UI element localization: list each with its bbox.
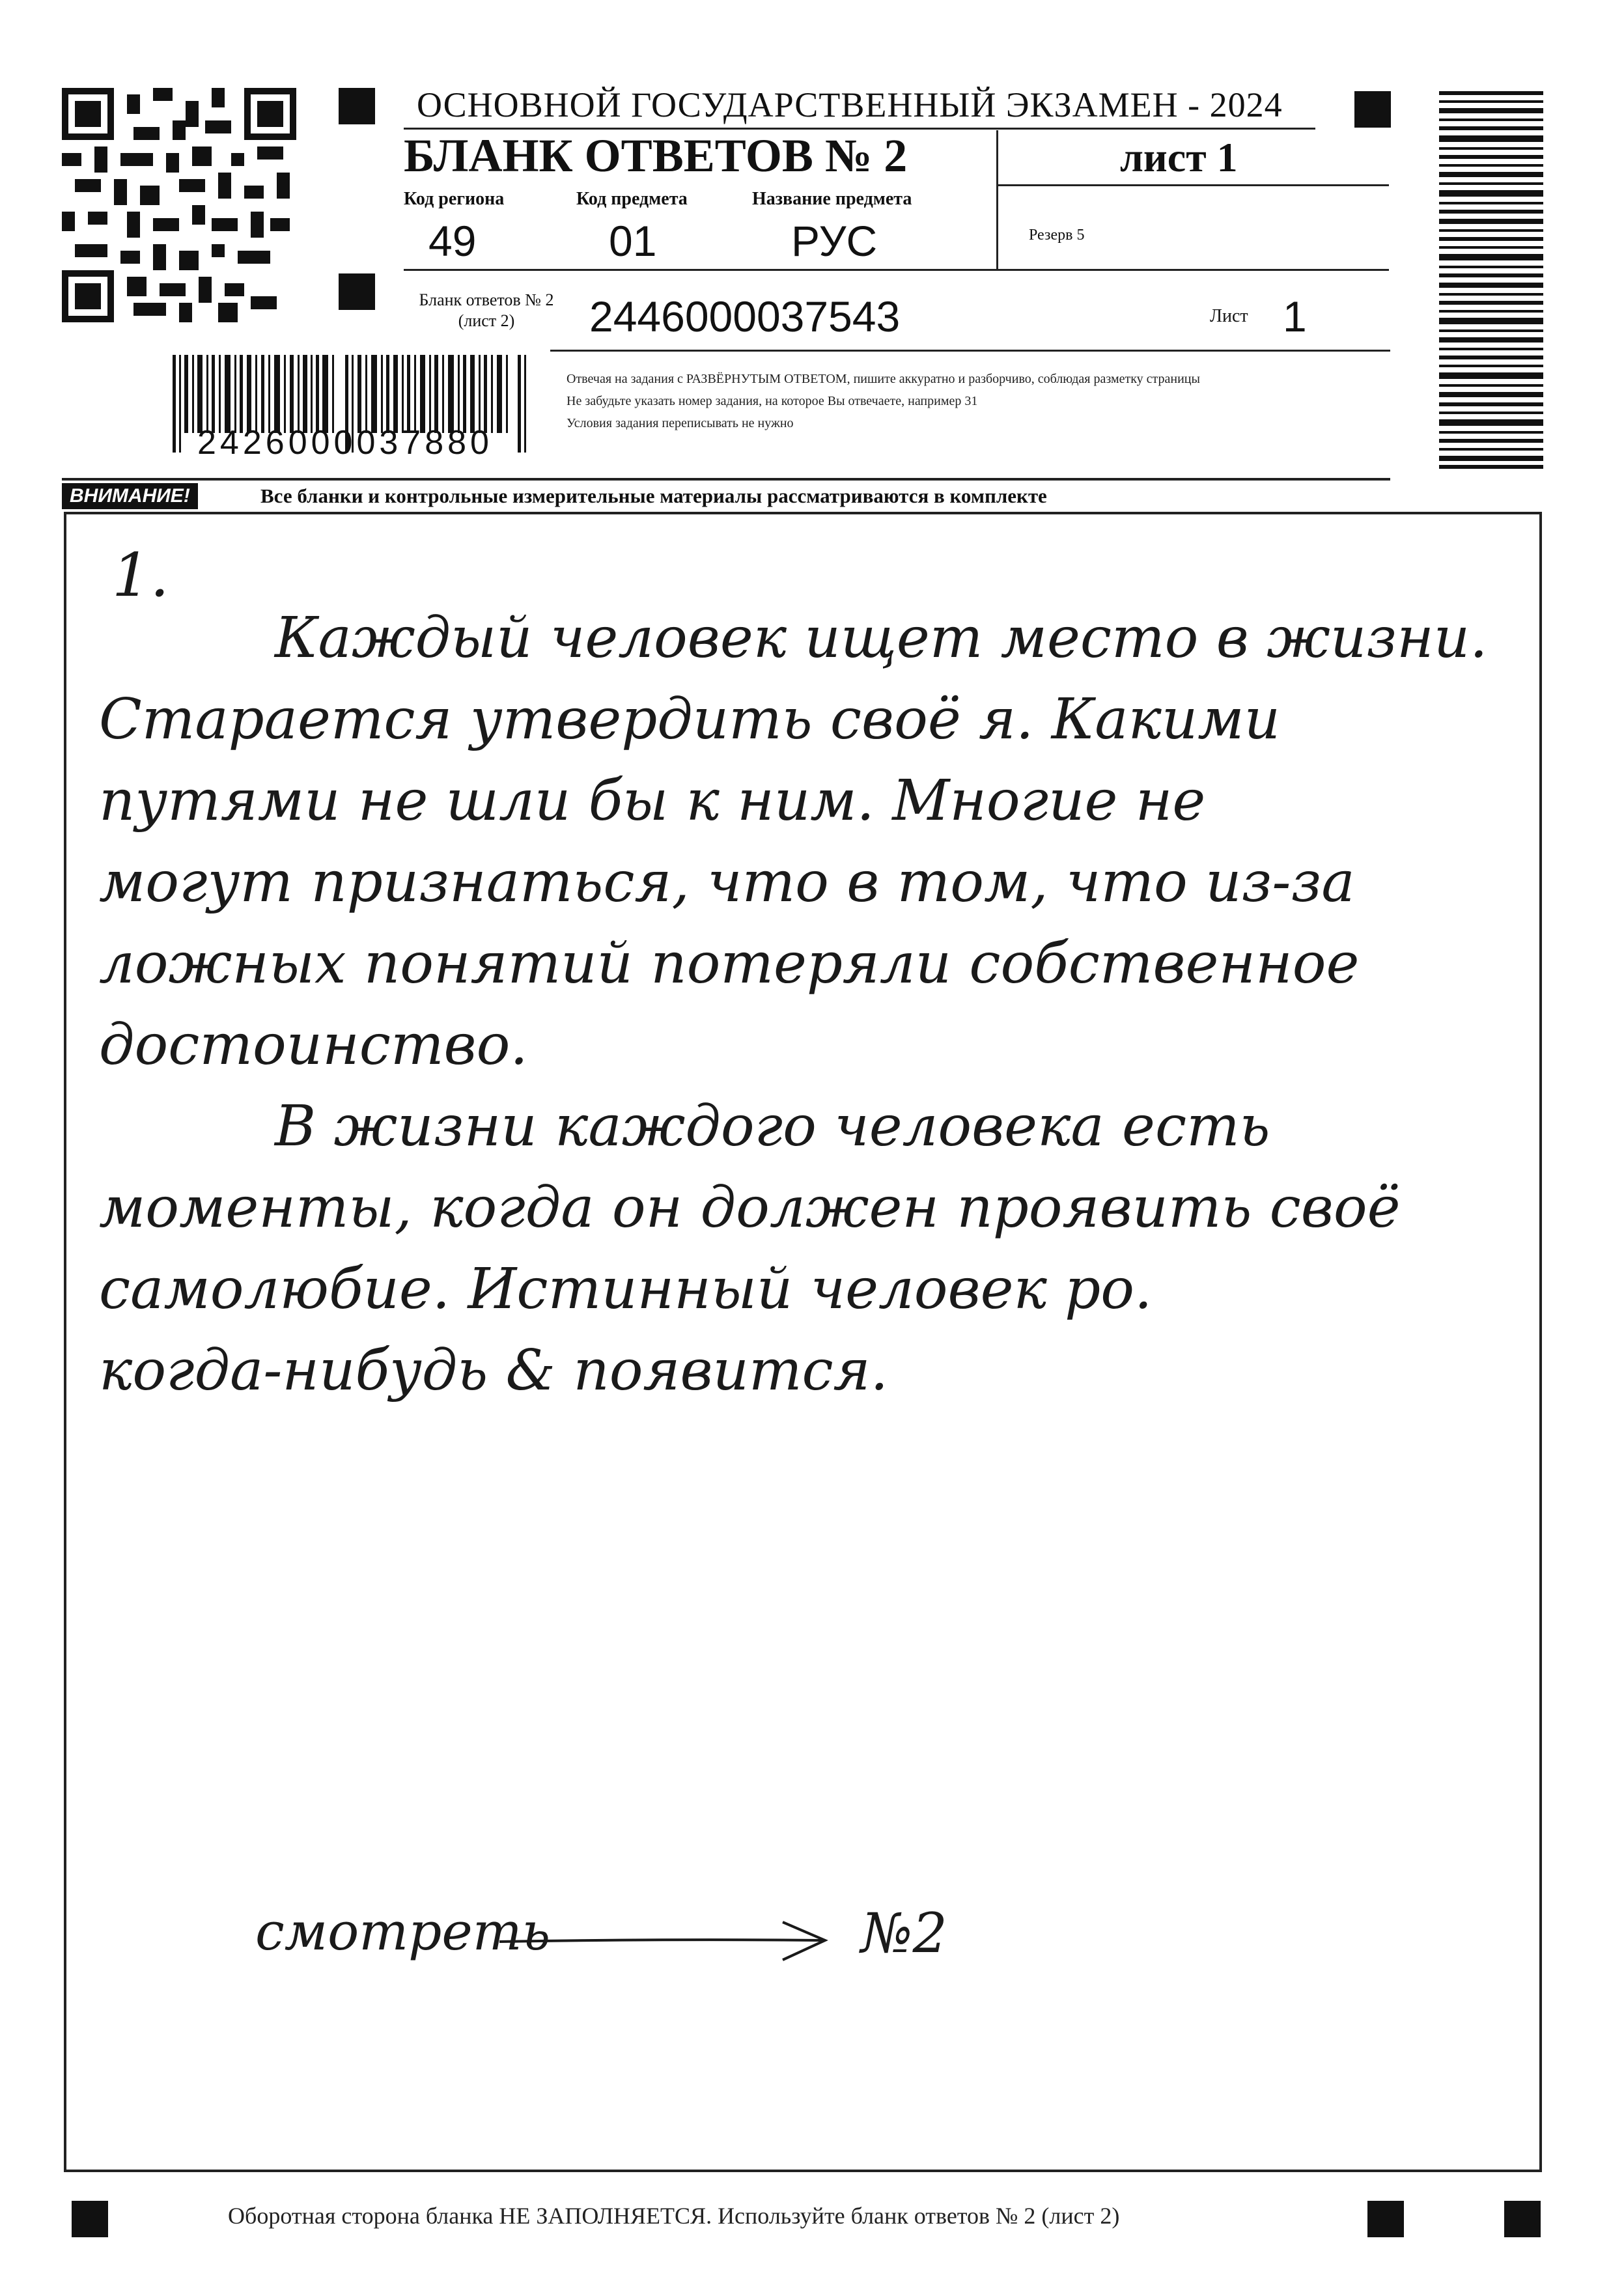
continuation-target: №2 — [861, 1901, 947, 1965]
answer-line: когда-нибудь & появится. — [99, 1338, 888, 1403]
exam-title: ОСНОВНОЙ ГОСУДАРСТВЕННЫЙ ЭКЗАМЕН - 2024 — [417, 85, 1283, 124]
sheet2-label — [399, 290, 574, 331]
answer-line: могут признаться, что в том, что из-за — [99, 850, 1355, 915]
qr-code — [62, 88, 296, 322]
registration-marker — [1504, 2201, 1541, 2237]
registration-marker — [1354, 91, 1391, 128]
sheet2-number: 2446000037543 — [589, 292, 901, 341]
answer-line: моменты, когда он должен проявить своё — [99, 1175, 1401, 1240]
task-number: 1. — [112, 540, 169, 610]
side-barcode — [1439, 91, 1543, 469]
list-value: 1 — [1283, 292, 1307, 341]
continuation-word: смотреть — [255, 1901, 551, 1962]
instruction-line: Условия задания переписывать не нужно — [567, 416, 794, 430]
subject-code-label: Код предмета — [576, 189, 688, 209]
region-code-label: Код региона — [404, 189, 505, 209]
attention-text: Все бланки и контрольные измерительные материалы рассматриваются в комплекте — [260, 484, 1047, 507]
registration-marker — [1367, 2201, 1404, 2237]
subject-name-value: РУС — [791, 217, 878, 265]
arrow-icon — [496, 1914, 835, 1966]
instruction-line: Не забудьте указать номер задания, на которое Вы отвечаете, например 31 — [567, 394, 978, 408]
answer-line: Каждый человек ищет место в жизни. — [275, 606, 1488, 671]
subject-name-label: Название предмета — [752, 189, 912, 209]
reserve-label: Резерв 5 — [1029, 227, 1085, 244]
answer-line: самолюбие. Истинный человек ро. — [99, 1257, 1153, 1322]
sheet2-label-line1: Бланк ответов № 2 — [419, 290, 554, 309]
instruction-line: Отвечая на задания с РАЗВЁРНУТЫМ ОТВЕТОМ, пишите аккуратно и разборчиво, соблюдая разметку страницы — [567, 372, 1200, 386]
answer-line: путями не шли бы к ним. Многие не — [99, 768, 1206, 833]
sheet-label: лист 1 — [1120, 134, 1238, 180]
list-label: Лист — [1210, 306, 1248, 326]
answer-area[interactable] — [64, 512, 1542, 2172]
sheet2-label-line2: (лист 2) — [458, 311, 515, 330]
registration-marker — [339, 88, 375, 124]
instructions — [567, 368, 1200, 434]
answer-line: В жизни каждого человека есть — [275, 1094, 1270, 1159]
form-title: БЛАНК ОТВЕТОВ № 2 — [404, 130, 908, 182]
subject-code-value: 01 — [609, 217, 657, 265]
footer-note: Оборотная сторона бланка НЕ ЗАПОЛНЯЕТСЯ. Используйте бланк ответов № 2 (лист 2) — [228, 2203, 1120, 2229]
region-code-value: 49 — [428, 217, 477, 265]
answer-line: ложных понятий потеряли собственное — [99, 931, 1360, 996]
registration-marker — [339, 273, 375, 310]
barcode-number: 2426000037880 — [197, 424, 493, 462]
registration-marker — [72, 2201, 108, 2237]
answer-line: достоинство. — [99, 1012, 528, 1078]
answer-line: Старается утвердить своё я. Какими — [99, 687, 1280, 752]
attention-badge: ВНИМАНИЕ! — [62, 483, 198, 509]
